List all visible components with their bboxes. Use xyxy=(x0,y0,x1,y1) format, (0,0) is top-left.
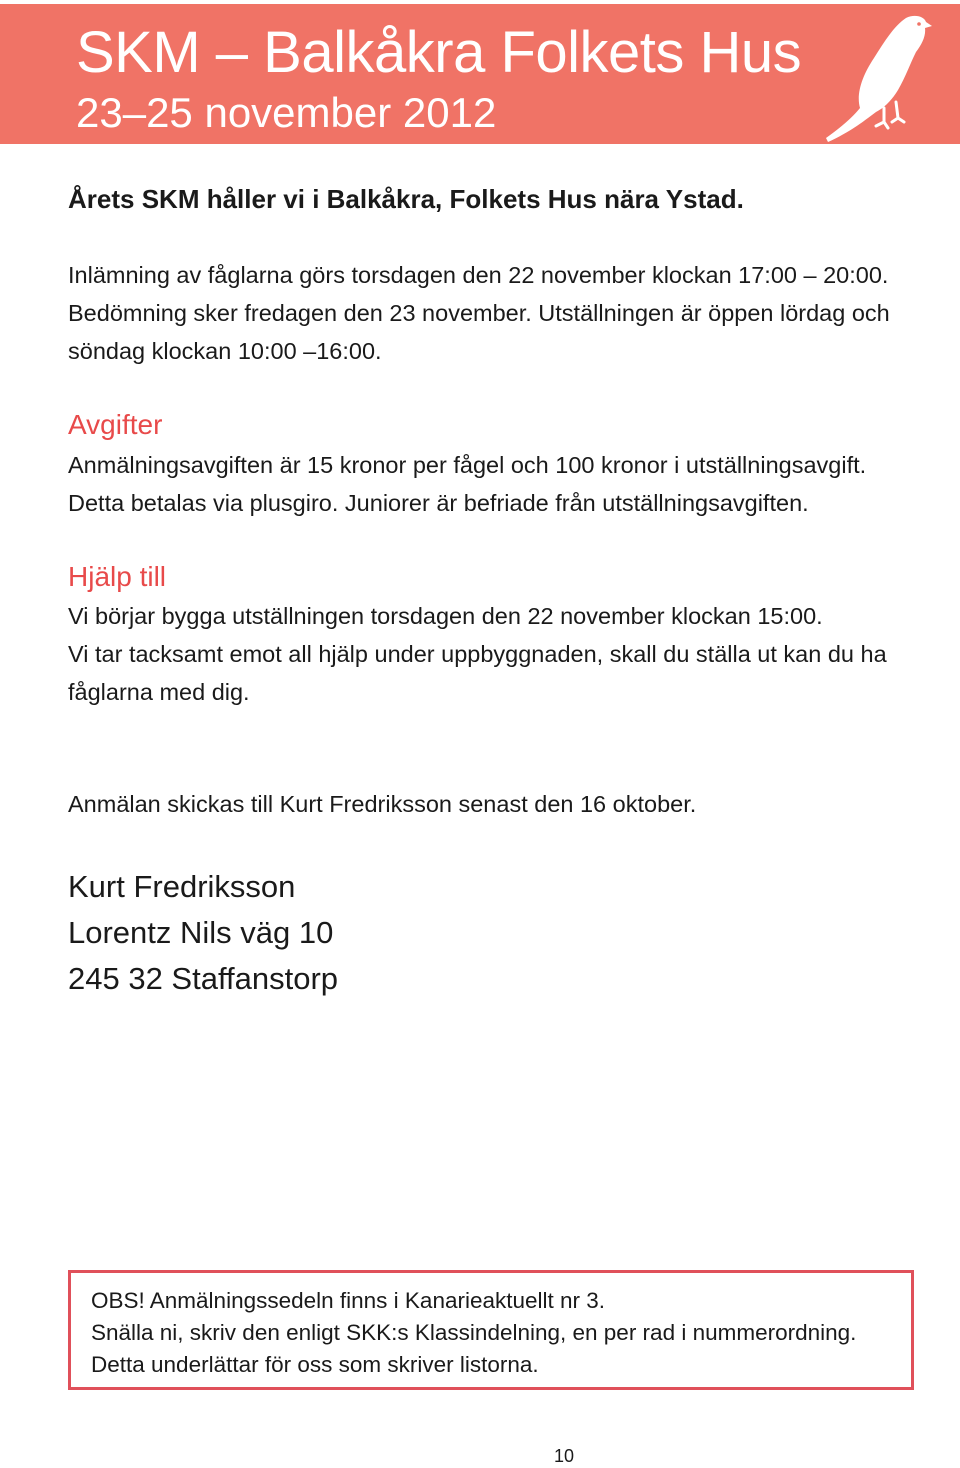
notice-line: Detta underlättar för oss som skriver listorna. xyxy=(91,1352,539,1377)
page-title: SKM – Balkåkra Folkets Hus xyxy=(76,20,802,85)
event-date: 23–25 november 2012 xyxy=(76,89,497,136)
fees-line: Detta betalas via plusgiro. Juniorer är befriade från utställningsavgiften. xyxy=(68,490,809,516)
notice-box xyxy=(68,1270,914,1390)
help-line: fåglarna med dig. xyxy=(68,679,250,705)
intro-text: Årets SKM håller vi i Balkåkra, Folkets Hus nära Ystad. xyxy=(68,184,744,214)
address-city: 245 32 Staffanstorp xyxy=(68,961,339,996)
schedule-paragraph xyxy=(68,256,890,370)
header-banner xyxy=(0,4,960,144)
notice-line: OBS! Anmälningssedeln finns i Kanarieaktuellt nr 3. xyxy=(91,1288,606,1313)
schedule-line: Bedömning sker fredagen den 23 november. Utställningen är öppen lördag och xyxy=(68,300,890,326)
help-line: Vi tar tacksamt emot all hjälp under uppbyggnaden, skall du ställa ut kan du ha xyxy=(68,641,887,667)
fees-paragraph xyxy=(68,446,866,522)
help-line: Vi börjar bygga utställningen torsdagen den 22 november klockan 15:00. xyxy=(68,603,823,629)
page-number: 10 xyxy=(553,1446,575,1466)
fees-line: Anmälningsavgiften är 15 kronor per fågel och 100 kronor i utställningsavgift. xyxy=(68,452,867,478)
address-block xyxy=(68,864,338,1002)
fees-heading: Avgifter xyxy=(68,409,163,440)
help-heading: Hjälp till xyxy=(68,561,167,592)
registration-text: Anmälan skickas till Kurt Fredriksson senast den 16 oktober. xyxy=(68,791,697,817)
schedule-line: Inlämning av fåglarna görs torsdagen den 22 november klockan 17:00 – 20:00. xyxy=(68,262,889,288)
address-street: Lorentz Nils väg 10 xyxy=(68,915,334,950)
help-paragraph xyxy=(68,597,887,711)
address-name: Kurt Fredriksson xyxy=(68,869,296,904)
canary-bird-icon xyxy=(822,10,932,144)
schedule-line: söndag klockan 10:00 –16:00. xyxy=(68,338,382,364)
notice-line: Snälla ni, skriv den enligt SKK:s Klassindelning, en per rad i nummerordning. xyxy=(91,1320,857,1345)
